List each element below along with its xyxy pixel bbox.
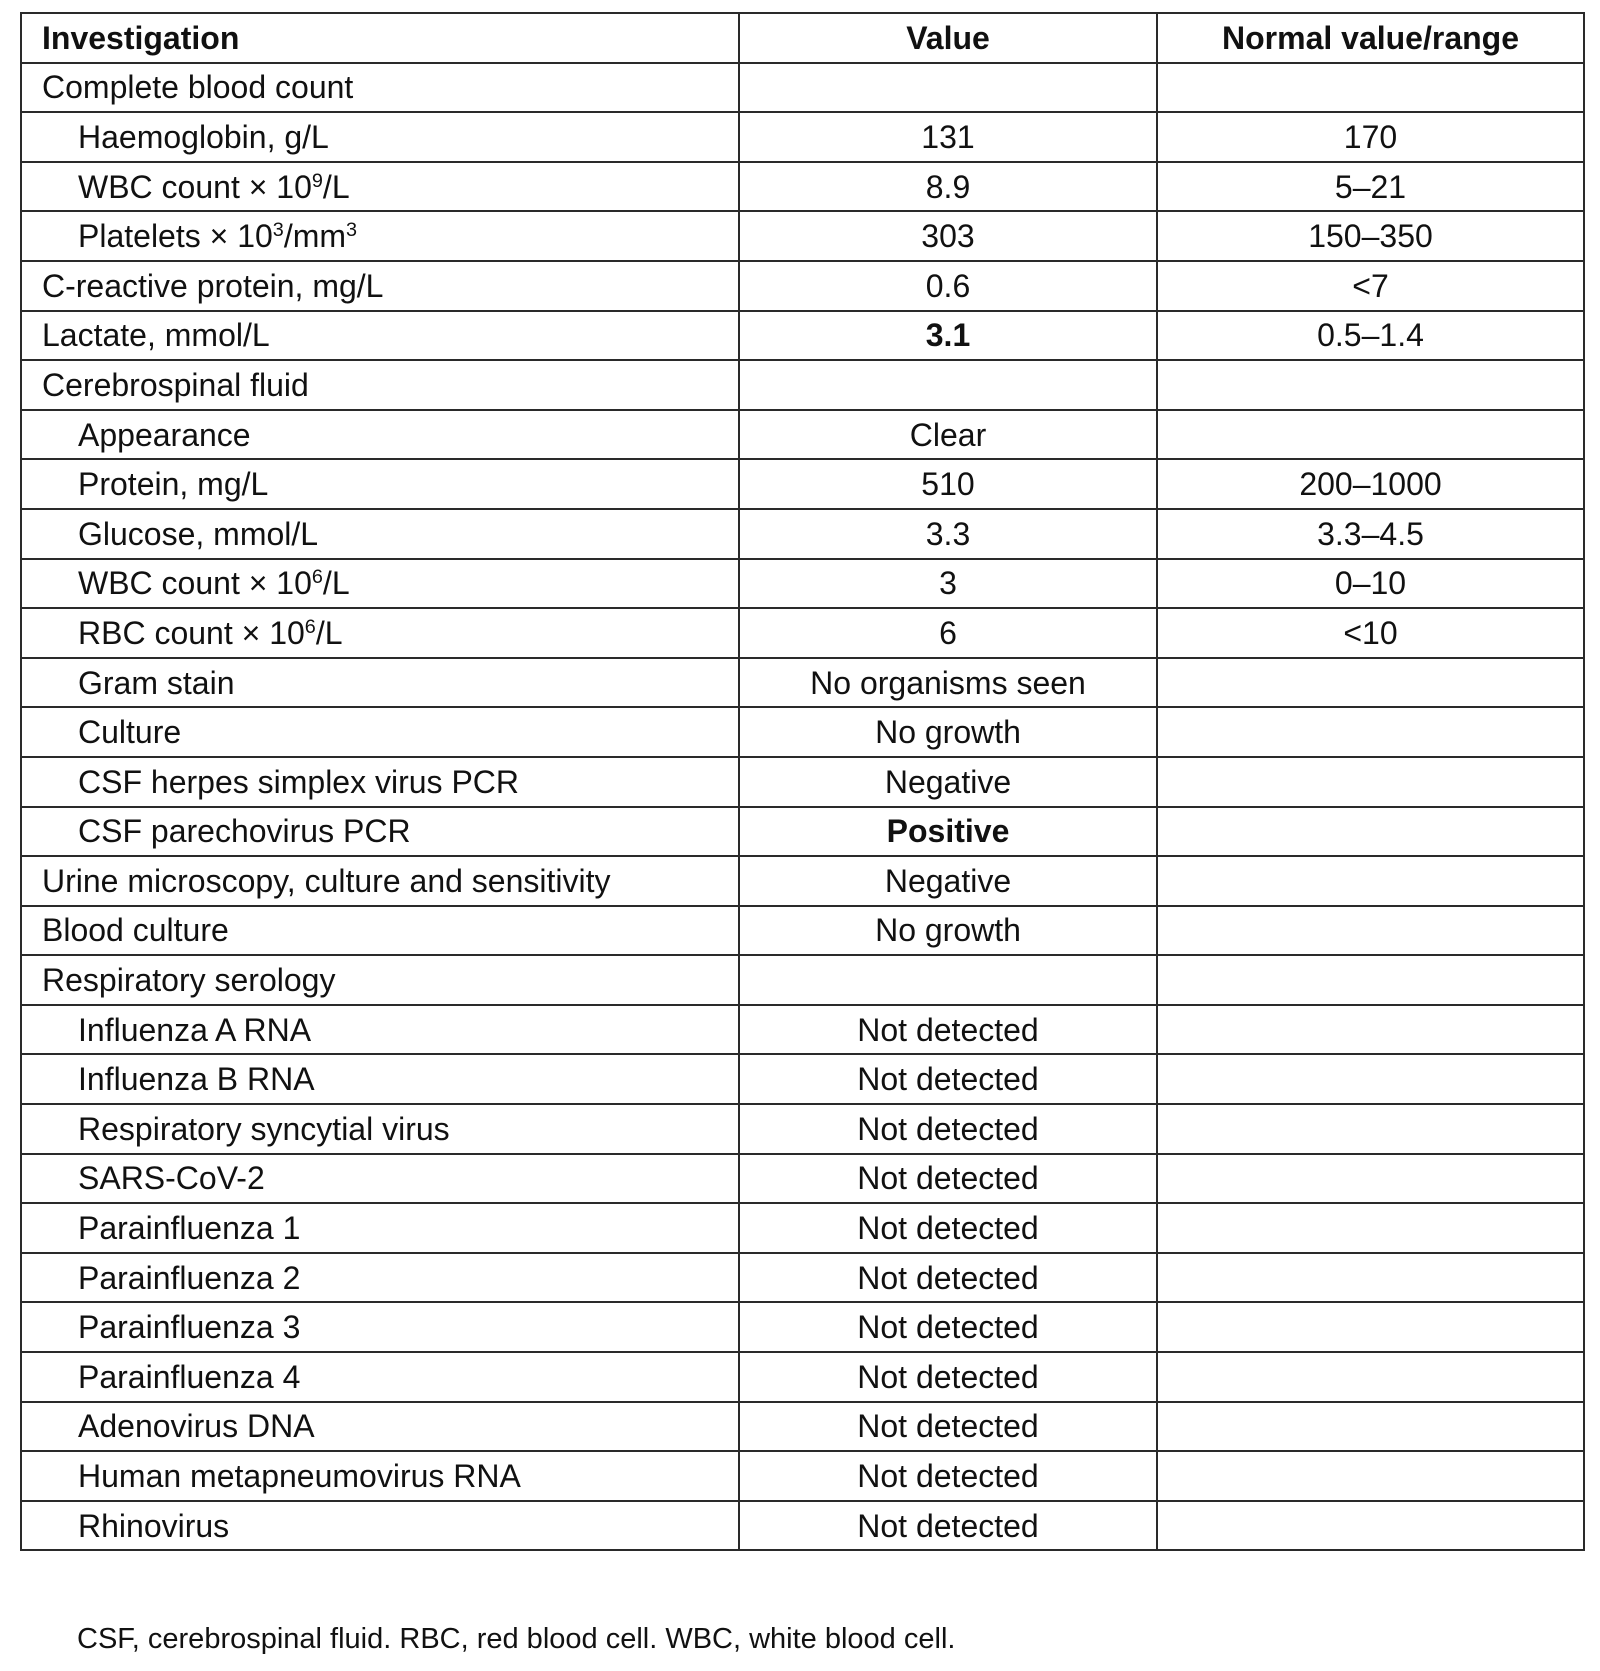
value-cell: Not detected — [739, 1104, 1157, 1154]
investigation-label: C-reactive protein, mg/L — [42, 267, 384, 304]
investigation-label: Complete blood count — [42, 69, 354, 106]
investigation-cell — [21, 1501, 739, 1551]
normal-range-cell — [1157, 1154, 1584, 1204]
normal-range-cell — [1157, 807, 1584, 857]
investigation-label: CSF parechovirus PCR — [78, 813, 411, 850]
investigations-table — [20, 12, 1585, 1551]
investigation-label: Human metapneumovirus RNA — [78, 1458, 521, 1495]
investigation-cell — [21, 707, 739, 757]
value-cell: Not detected — [739, 1054, 1157, 1104]
normal-range-cell — [1157, 1104, 1584, 1154]
table-row — [21, 955, 1584, 1005]
normal-range-cell — [1157, 1054, 1584, 1104]
table-body — [21, 63, 1584, 1551]
investigation-label: Culture — [78, 714, 182, 751]
normal-range-cell — [1157, 63, 1584, 113]
investigation-label: Appearance — [78, 416, 251, 453]
investigation-cell — [21, 559, 739, 609]
normal-range-cell: 150–350 — [1157, 211, 1584, 261]
investigation-cell — [21, 1302, 739, 1352]
table-row — [21, 112, 1584, 162]
investigation-cell — [21, 1352, 739, 1402]
investigation-label: Adenovirus DNA — [78, 1408, 315, 1445]
header-investigation: Investigation — [21, 13, 739, 63]
normal-range-cell — [1157, 658, 1584, 708]
unit-exponent: 6 — [304, 616, 316, 639]
value-cell: Not detected — [739, 1203, 1157, 1253]
investigation-label: Respiratory serology — [42, 962, 336, 999]
value-cell: No growth — [739, 906, 1157, 956]
investigation-cell — [21, 410, 739, 460]
investigation-cell — [21, 1005, 739, 1055]
unit-suffix: /L — [322, 168, 350, 205]
investigation-label: Cerebrospinal fluid — [42, 366, 309, 403]
investigation-label: Gram stain — [78, 664, 235, 701]
investigation-cell — [21, 63, 739, 113]
investigation-label: Urine microscopy, culture and sensitivity — [42, 862, 611, 899]
normal-range-cell: 0.5–1.4 — [1157, 311, 1584, 361]
normal-range-cell: 3.3–4.5 — [1157, 509, 1584, 559]
value-cell: Not detected — [739, 1154, 1157, 1204]
normal-range-cell — [1157, 707, 1584, 757]
value-cell: Not detected — [739, 1451, 1157, 1501]
table-header-row — [21, 13, 1584, 63]
table-row — [21, 906, 1584, 956]
investigation-cell — [21, 757, 739, 807]
table-row — [21, 1154, 1584, 1204]
value-cell: Not detected — [739, 1302, 1157, 1352]
investigation-cell — [21, 311, 739, 361]
table-row — [21, 1501, 1584, 1551]
value-cell: 8.9 — [739, 162, 1157, 212]
normal-range-cell — [1157, 1352, 1584, 1402]
value-cell: Not detected — [739, 1005, 1157, 1055]
table-row — [21, 757, 1584, 807]
investigation-cell — [21, 162, 739, 212]
investigation-cell — [21, 906, 739, 956]
investigation-cell — [21, 856, 739, 906]
table-row — [21, 1253, 1584, 1303]
investigation-label: Platelets × 10 — [78, 218, 273, 255]
normal-range-cell — [1157, 906, 1584, 956]
investigation-label: Haemoglobin, g/L — [78, 118, 329, 155]
value-cell: 6 — [739, 608, 1157, 658]
investigation-cell — [21, 1154, 739, 1204]
normal-range-cell — [1157, 410, 1584, 460]
value-cell: 131 — [739, 112, 1157, 162]
table-row — [21, 63, 1584, 113]
table-row — [21, 1402, 1584, 1452]
table-row — [21, 459, 1584, 509]
investigation-label: Blood culture — [42, 912, 229, 949]
investigation-label: Rhinovirus — [78, 1507, 230, 1544]
value-cell: Positive — [739, 807, 1157, 857]
investigation-label: WBC count × 10 — [78, 565, 312, 602]
table-row — [21, 559, 1584, 609]
table-row — [21, 707, 1584, 757]
value-cell: No growth — [739, 707, 1157, 757]
table-row — [21, 509, 1584, 559]
normal-range-cell — [1157, 1451, 1584, 1501]
investigation-cell — [21, 459, 739, 509]
investigation-label: Protein, mg/L — [78, 466, 269, 503]
investigation-cell — [21, 1054, 739, 1104]
investigation-cell — [21, 608, 739, 658]
normal-range-cell — [1157, 1005, 1584, 1055]
unit-exponent: 9 — [311, 169, 323, 192]
value-cell: Negative — [739, 856, 1157, 906]
value-cell: Not detected — [739, 1402, 1157, 1452]
value-cell: Not detected — [739, 1352, 1157, 1402]
investigation-cell — [21, 1203, 739, 1253]
value-cell: Clear — [739, 410, 1157, 460]
unit-exponent: 3 — [346, 219, 358, 242]
investigation-label: Respiratory syncytial virus — [78, 1110, 450, 1147]
investigation-cell — [21, 509, 739, 559]
table-row — [21, 856, 1584, 906]
investigation-label: Parainfluenza 4 — [78, 1358, 301, 1395]
value-cell: 0.6 — [739, 261, 1157, 311]
value-cell: 3.1 — [739, 311, 1157, 361]
investigation-cell — [21, 360, 739, 410]
value-cell — [739, 63, 1157, 113]
normal-range-cell — [1157, 1402, 1584, 1452]
value-cell: 3.3 — [739, 509, 1157, 559]
normal-range-cell — [1157, 1253, 1584, 1303]
unit-exponent: 6 — [311, 566, 323, 589]
value-cell: Negative — [739, 757, 1157, 807]
table-row — [21, 1451, 1584, 1501]
unit-suffix: /mm — [283, 218, 347, 255]
investigation-label: Parainfluenza 1 — [78, 1210, 301, 1247]
investigation-cell — [21, 807, 739, 857]
value-cell: 510 — [739, 459, 1157, 509]
investigation-label: Influenza B RNA — [78, 1061, 315, 1098]
table-row — [21, 658, 1584, 708]
table-footnote: CSF, cerebrospinal fluid. RBC, red blood cell. WBC, white blood cell. — [77, 1623, 956, 1655]
investigation-cell — [21, 112, 739, 162]
investigation-label: Parainfluenza 3 — [78, 1309, 301, 1346]
table-row — [21, 1302, 1584, 1352]
value-cell: Not detected — [739, 1253, 1157, 1303]
table-row — [21, 211, 1584, 261]
table-row — [21, 360, 1584, 410]
table-row — [21, 410, 1584, 460]
investigation-cell — [21, 1451, 739, 1501]
investigation-label: WBC count × 10 — [78, 168, 312, 205]
value-cell — [739, 955, 1157, 1005]
investigation-label: Influenza A RNA — [78, 1011, 312, 1048]
normal-range-cell — [1157, 856, 1584, 906]
table-row — [21, 608, 1584, 658]
investigation-label: SARS-CoV-2 — [78, 1160, 265, 1197]
value-cell: 3 — [739, 559, 1157, 609]
normal-range-cell — [1157, 1203, 1584, 1253]
normal-range-cell: 170 — [1157, 112, 1584, 162]
investigation-label: Glucose, mmol/L — [78, 515, 319, 552]
normal-range-cell: <7 — [1157, 261, 1584, 311]
table-row — [21, 311, 1584, 361]
header-normal-range: Normal value/range — [1157, 13, 1584, 63]
unit-exponent: 3 — [272, 219, 284, 242]
value-cell: Not detected — [739, 1501, 1157, 1551]
table-row — [21, 1054, 1584, 1104]
normal-range-cell: <10 — [1157, 608, 1584, 658]
header-value: Value — [739, 13, 1157, 63]
investigation-cell — [21, 211, 739, 261]
normal-range-cell: 5–21 — [1157, 162, 1584, 212]
investigation-cell — [21, 261, 739, 311]
normal-range-cell — [1157, 955, 1584, 1005]
table-row — [21, 1104, 1584, 1154]
table-row — [21, 1203, 1584, 1253]
value-cell — [739, 360, 1157, 410]
value-cell: 303 — [739, 211, 1157, 261]
table-row — [21, 162, 1584, 212]
investigation-label: RBC count × 10 — [78, 614, 305, 651]
investigation-cell — [21, 1104, 739, 1154]
table-row — [21, 807, 1584, 857]
value-cell: No organisms seen — [739, 658, 1157, 708]
normal-range-cell: 0–10 — [1157, 559, 1584, 609]
investigation-cell — [21, 1253, 739, 1303]
normal-range-cell — [1157, 360, 1584, 410]
normal-range-cell — [1157, 1501, 1584, 1551]
investigation-cell — [21, 955, 739, 1005]
investigation-label: Parainfluenza 2 — [78, 1259, 301, 1296]
investigation-label: CSF herpes simplex virus PCR — [78, 763, 519, 800]
unit-suffix: /L — [315, 614, 343, 651]
normal-range-cell — [1157, 1302, 1584, 1352]
table-row — [21, 1352, 1584, 1402]
unit-suffix: /L — [322, 565, 350, 602]
normal-range-cell — [1157, 757, 1584, 807]
normal-range-cell: 200–1000 — [1157, 459, 1584, 509]
investigation-label: Lactate, mmol/L — [42, 317, 270, 354]
investigation-cell — [21, 658, 739, 708]
table-row — [21, 1005, 1584, 1055]
investigation-cell — [21, 1402, 739, 1452]
table-row — [21, 261, 1584, 311]
